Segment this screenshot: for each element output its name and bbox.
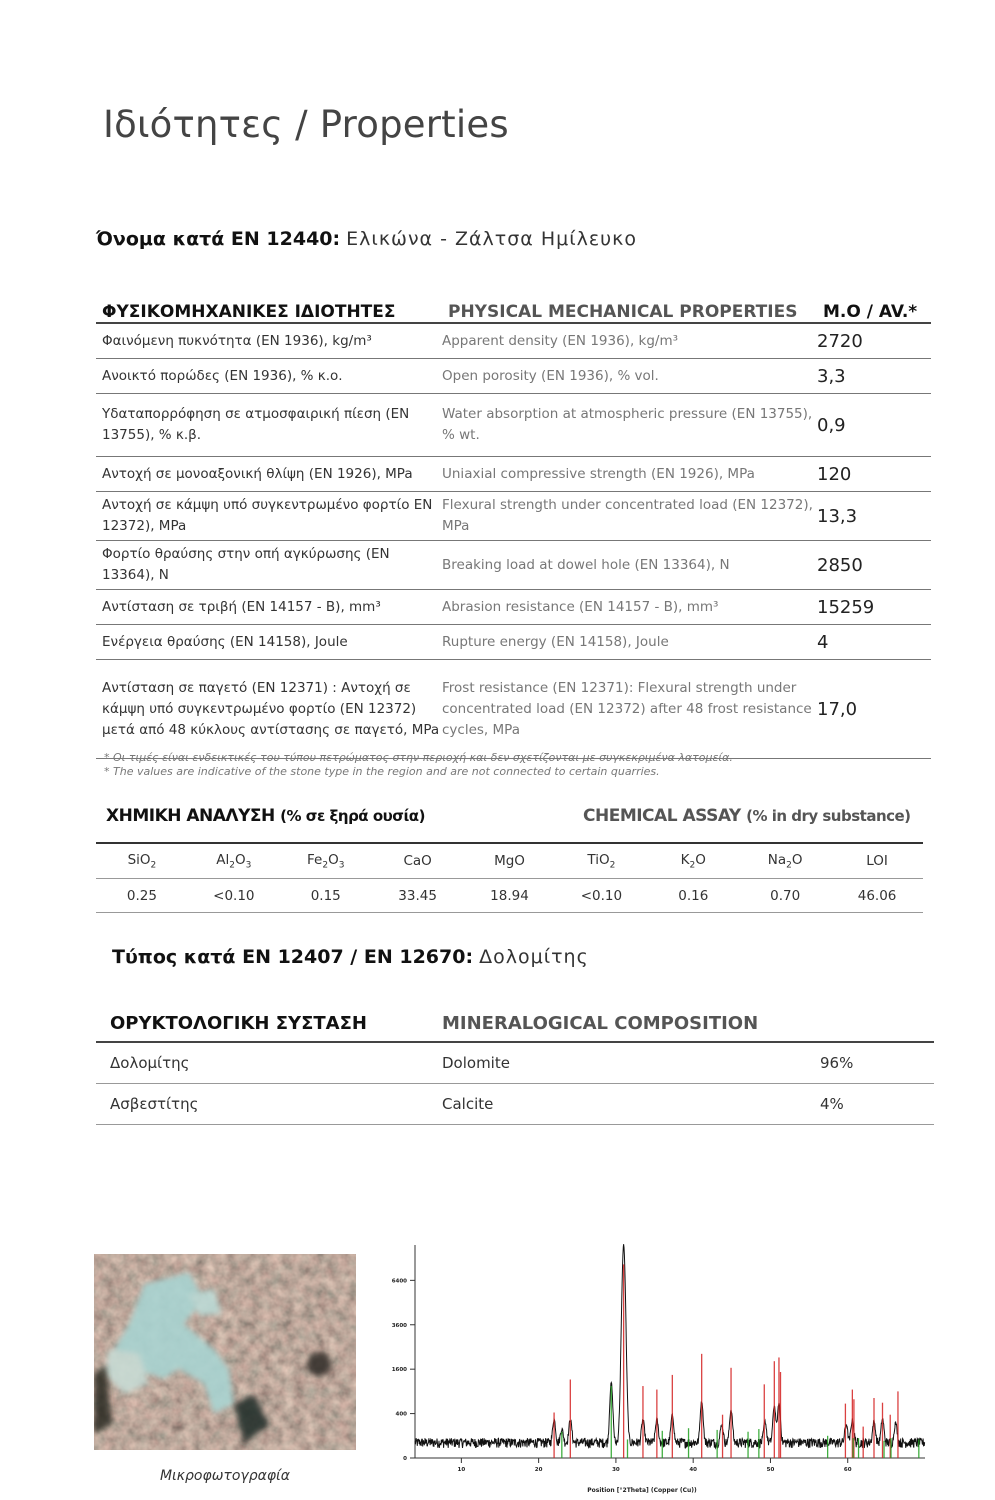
property-greek: Φαινόμενη πυκνότητα (EN 1936), kg/m³ (102, 332, 372, 349)
oxide-value: 0.16 (678, 887, 709, 904)
oxide-value: 33.45 (398, 887, 437, 904)
mineral-percent: 96% (820, 1054, 854, 1072)
property-row (96, 324, 931, 359)
footnote-english: * The values are indicative of the stone type in the region and are not connected to certain quarries. (104, 765, 660, 778)
oxide-formula-part: K (680, 851, 690, 868)
oxide-value: 0.70 (770, 887, 801, 904)
y-tick-label: 400 (395, 1411, 407, 1418)
page-title: Ιδιότητες / Properties (103, 102, 509, 146)
chemical-title-english-main: CHEMICAL ASSAY (583, 806, 741, 826)
property-english: Water absorption at atmospheric pressure (EN 13755), % wt. (442, 406, 813, 443)
property-value: 0,9 (817, 414, 846, 436)
property-english: Uniaxial compressive strength (EN 1926), MPa (442, 465, 755, 482)
oxide-formula-part: O (695, 851, 706, 868)
min-header-greek: ΟΡΥΚΤΟΛΟΓΙΚΗ ΣΥΣΤΑΣΗ (110, 1012, 367, 1034)
header-greek: ΦΥΣΙΚΟΜΗΧΑΝΙΚΕΣ ΙΔΙΟΤΗΤΕΣ (102, 302, 396, 322)
xrd-x-axis-label: Position [°2Theta] (Copper (Cu)) (587, 1487, 697, 1494)
oxide-header (555, 852, 647, 871)
oxide-header (739, 852, 831, 871)
x-tick-label: 20 (534, 1467, 543, 1473)
chemical-assay-table (96, 842, 923, 913)
property-value: 120 (817, 463, 852, 485)
oxide-value: 18.94 (490, 887, 529, 904)
header-value: M.O / AV.* (823, 302, 918, 322)
y-tick-label: 3600 (391, 1322, 407, 1329)
oxide-formula-part: 2 (229, 860, 236, 871)
property-english: Breaking load at dowel hole (EN 13364), N (442, 556, 730, 573)
oxide-formula-part: LOI (866, 853, 888, 869)
oxide-header (280, 852, 372, 871)
oxide-header (647, 852, 739, 871)
property-value: 17,0 (817, 698, 858, 720)
footnotes (104, 751, 733, 779)
x-tick-label: 10 (457, 1467, 466, 1473)
stone-name-line (96, 228, 637, 250)
oxide-formula-part: 2 (322, 860, 329, 871)
property-value: 4 (817, 631, 829, 653)
property-row (96, 492, 931, 541)
property-greek: Υδαταπορρόφηση σε ατμοσφαιρική πίεση (EN 13755), % κ.β. (102, 406, 410, 443)
property-value: 2850 (817, 554, 863, 576)
property-english: Open porosity (EN 1936), % vol. (442, 367, 659, 384)
micrograph-texture (94, 1254, 356, 1450)
oxide-header (464, 853, 556, 869)
property-value: 2720 (817, 330, 863, 352)
x-tick-label: 30 (612, 1467, 620, 1473)
chemical-title-english (583, 806, 911, 826)
stone-type-line (112, 946, 589, 968)
y-tick-label: 6400 (391, 1278, 407, 1285)
oxide-formula-part: 3 (245, 860, 252, 871)
oxide-formula-part: O (235, 851, 246, 868)
property-english: Apparent density (EN 1936), kg/m³ (442, 332, 679, 349)
oxide-header (372, 853, 464, 869)
header-english: PHYSICAL MECHANICAL PROPERTIES (448, 302, 798, 322)
property-english: Rupture energy (EN 14158), Joule (442, 633, 669, 650)
property-row (96, 541, 931, 590)
chemical-header-row (96, 842, 923, 879)
physical-table-header (96, 290, 931, 324)
oxide-formula-part: CaO (403, 853, 432, 869)
oxide-formula-part: MgO (494, 853, 525, 869)
micrograph-image (94, 1254, 356, 1450)
chemical-title-greek-main: ΧΗΜΙΚΗ ΑΝΑΛΥΣΗ (106, 806, 275, 826)
mineral-greek: Ασβεστίτης (110, 1095, 199, 1113)
oxide-header (831, 853, 923, 869)
oxide-formula-part: 2 (689, 860, 696, 871)
property-row (96, 394, 931, 457)
stone-name-value: Ελικώνα - Ζάλτσα Ημίλευκο (346, 228, 637, 250)
oxide-formula-part: 2 (786, 860, 792, 871)
xrd-chart (380, 1240, 935, 1495)
property-english: Flexural strength under concentrated load (EN 12372), MPa (442, 497, 813, 534)
measured-pattern-line (415, 1244, 925, 1448)
oxide-value: 0.25 (126, 887, 157, 904)
chemical-values-row (96, 879, 923, 913)
oxide-formula-part: O (328, 851, 339, 868)
property-greek: Ανοικτό πορώδες (EN 1936), % κ.ο. (102, 367, 343, 384)
chemical-title-greek-note: (% σε ξηρά ουσία) (280, 807, 425, 825)
property-row (96, 625, 931, 660)
property-row (96, 660, 931, 759)
oxide-value: <0.10 (580, 887, 623, 904)
oxide-value: 46.06 (857, 887, 897, 904)
property-greek: Φορτίο θραύσης στην οπή αγκύρωσης (EN 13364), N (102, 546, 390, 583)
mineral-row (96, 1084, 934, 1125)
property-row (96, 590, 931, 625)
oxide-value: 0.15 (310, 887, 341, 904)
micrograph-caption: Μικροφωτογραφία (159, 1468, 291, 1484)
footnote-greek: * Οι τιμές είναι ενδεικτικές του τύπου πετρώματος στην περιοχή και δεν σχετίζονται με συγκεκριμένα λατομεία. (104, 751, 733, 764)
property-value: 13,3 (817, 505, 858, 527)
oxide-formula-part: 3 (338, 860, 345, 871)
mineralogical-table (96, 1005, 934, 1125)
property-greek: Αντίσταση σε τριβή (EN 14157 - B), mm³ (102, 598, 381, 615)
property-greek: Ενέργεια θραύσης (EN 14158), Joule (102, 633, 348, 650)
oxide-formula-part: SiO (127, 851, 151, 868)
oxide-formula-part: 2 (609, 860, 616, 871)
property-english: Frost resistance (EN 12371): Flexural strength under concentrated load (EN 12372) after 48 frost resistance cycles, MPa (442, 679, 812, 738)
x-tick-label: 50 (766, 1467, 775, 1473)
chemical-title-greek (106, 806, 425, 826)
oxide-formula-part: Al (216, 851, 230, 868)
mineral-english: Calcite (442, 1095, 494, 1113)
oxide-formula-part: 2 (150, 860, 157, 871)
mineralogical-header (96, 1005, 934, 1043)
property-english: Abrasion resistance (EN 14157 - B), mm³ (442, 598, 719, 615)
chemical-title-english-note: (% in dry substance) (746, 807, 911, 825)
oxide-header (96, 852, 188, 871)
property-row (96, 359, 931, 394)
xrd-pattern-series (415, 1244, 925, 1448)
property-greek: Αντίσταση σε παγετό (EN 12371) : Αντοχή σε κάμψη υπό συγκεντρωμένο φορτίο (EN 12372) μετά από 48 κύκλους αντίστασης σε παγετό, MPa (102, 679, 440, 738)
x-tick-label: 40 (689, 1467, 698, 1473)
oxide-value: <0.10 (213, 887, 255, 904)
property-row (96, 457, 931, 492)
property-greek: Αντοχή σε μονοαξονική θλίψη (EN 1926), MPa (102, 465, 413, 482)
x-tick-label: 60 (843, 1467, 852, 1473)
property-greek: Αντοχή σε κάμψη υπό συγκεντρωμένο φορτίο EN 12372), MPa (102, 497, 433, 534)
oxide-formula-part: TiO (587, 851, 610, 868)
min-header-english: MINERALOGICAL COMPOSITION (442, 1012, 759, 1034)
oxide-formula-part: O (791, 851, 803, 868)
oxide-formula-part: Fe (307, 851, 323, 868)
mineral-percent: 4% (820, 1095, 844, 1113)
oxide-header (188, 852, 280, 871)
oxide-formula-part: Na (767, 851, 787, 868)
stone-name-label: Όνομα κατά EN 12440: (96, 228, 341, 250)
y-tick-label: 1600 (391, 1367, 407, 1374)
y-tick-label: 0 (403, 1456, 407, 1462)
mineral-english: Dolomite (442, 1054, 510, 1072)
stone-type-value: Δολομίτης (479, 946, 589, 968)
mineral-row (96, 1043, 934, 1084)
stone-type-label: Τύπος κατά EN 12407 / EN 12670: (112, 946, 474, 968)
property-value: 15259 (817, 596, 875, 618)
physical-properties-table (96, 290, 931, 759)
mineral-greek: Δολομίτης (110, 1054, 190, 1072)
property-value: 3,3 (817, 365, 846, 387)
